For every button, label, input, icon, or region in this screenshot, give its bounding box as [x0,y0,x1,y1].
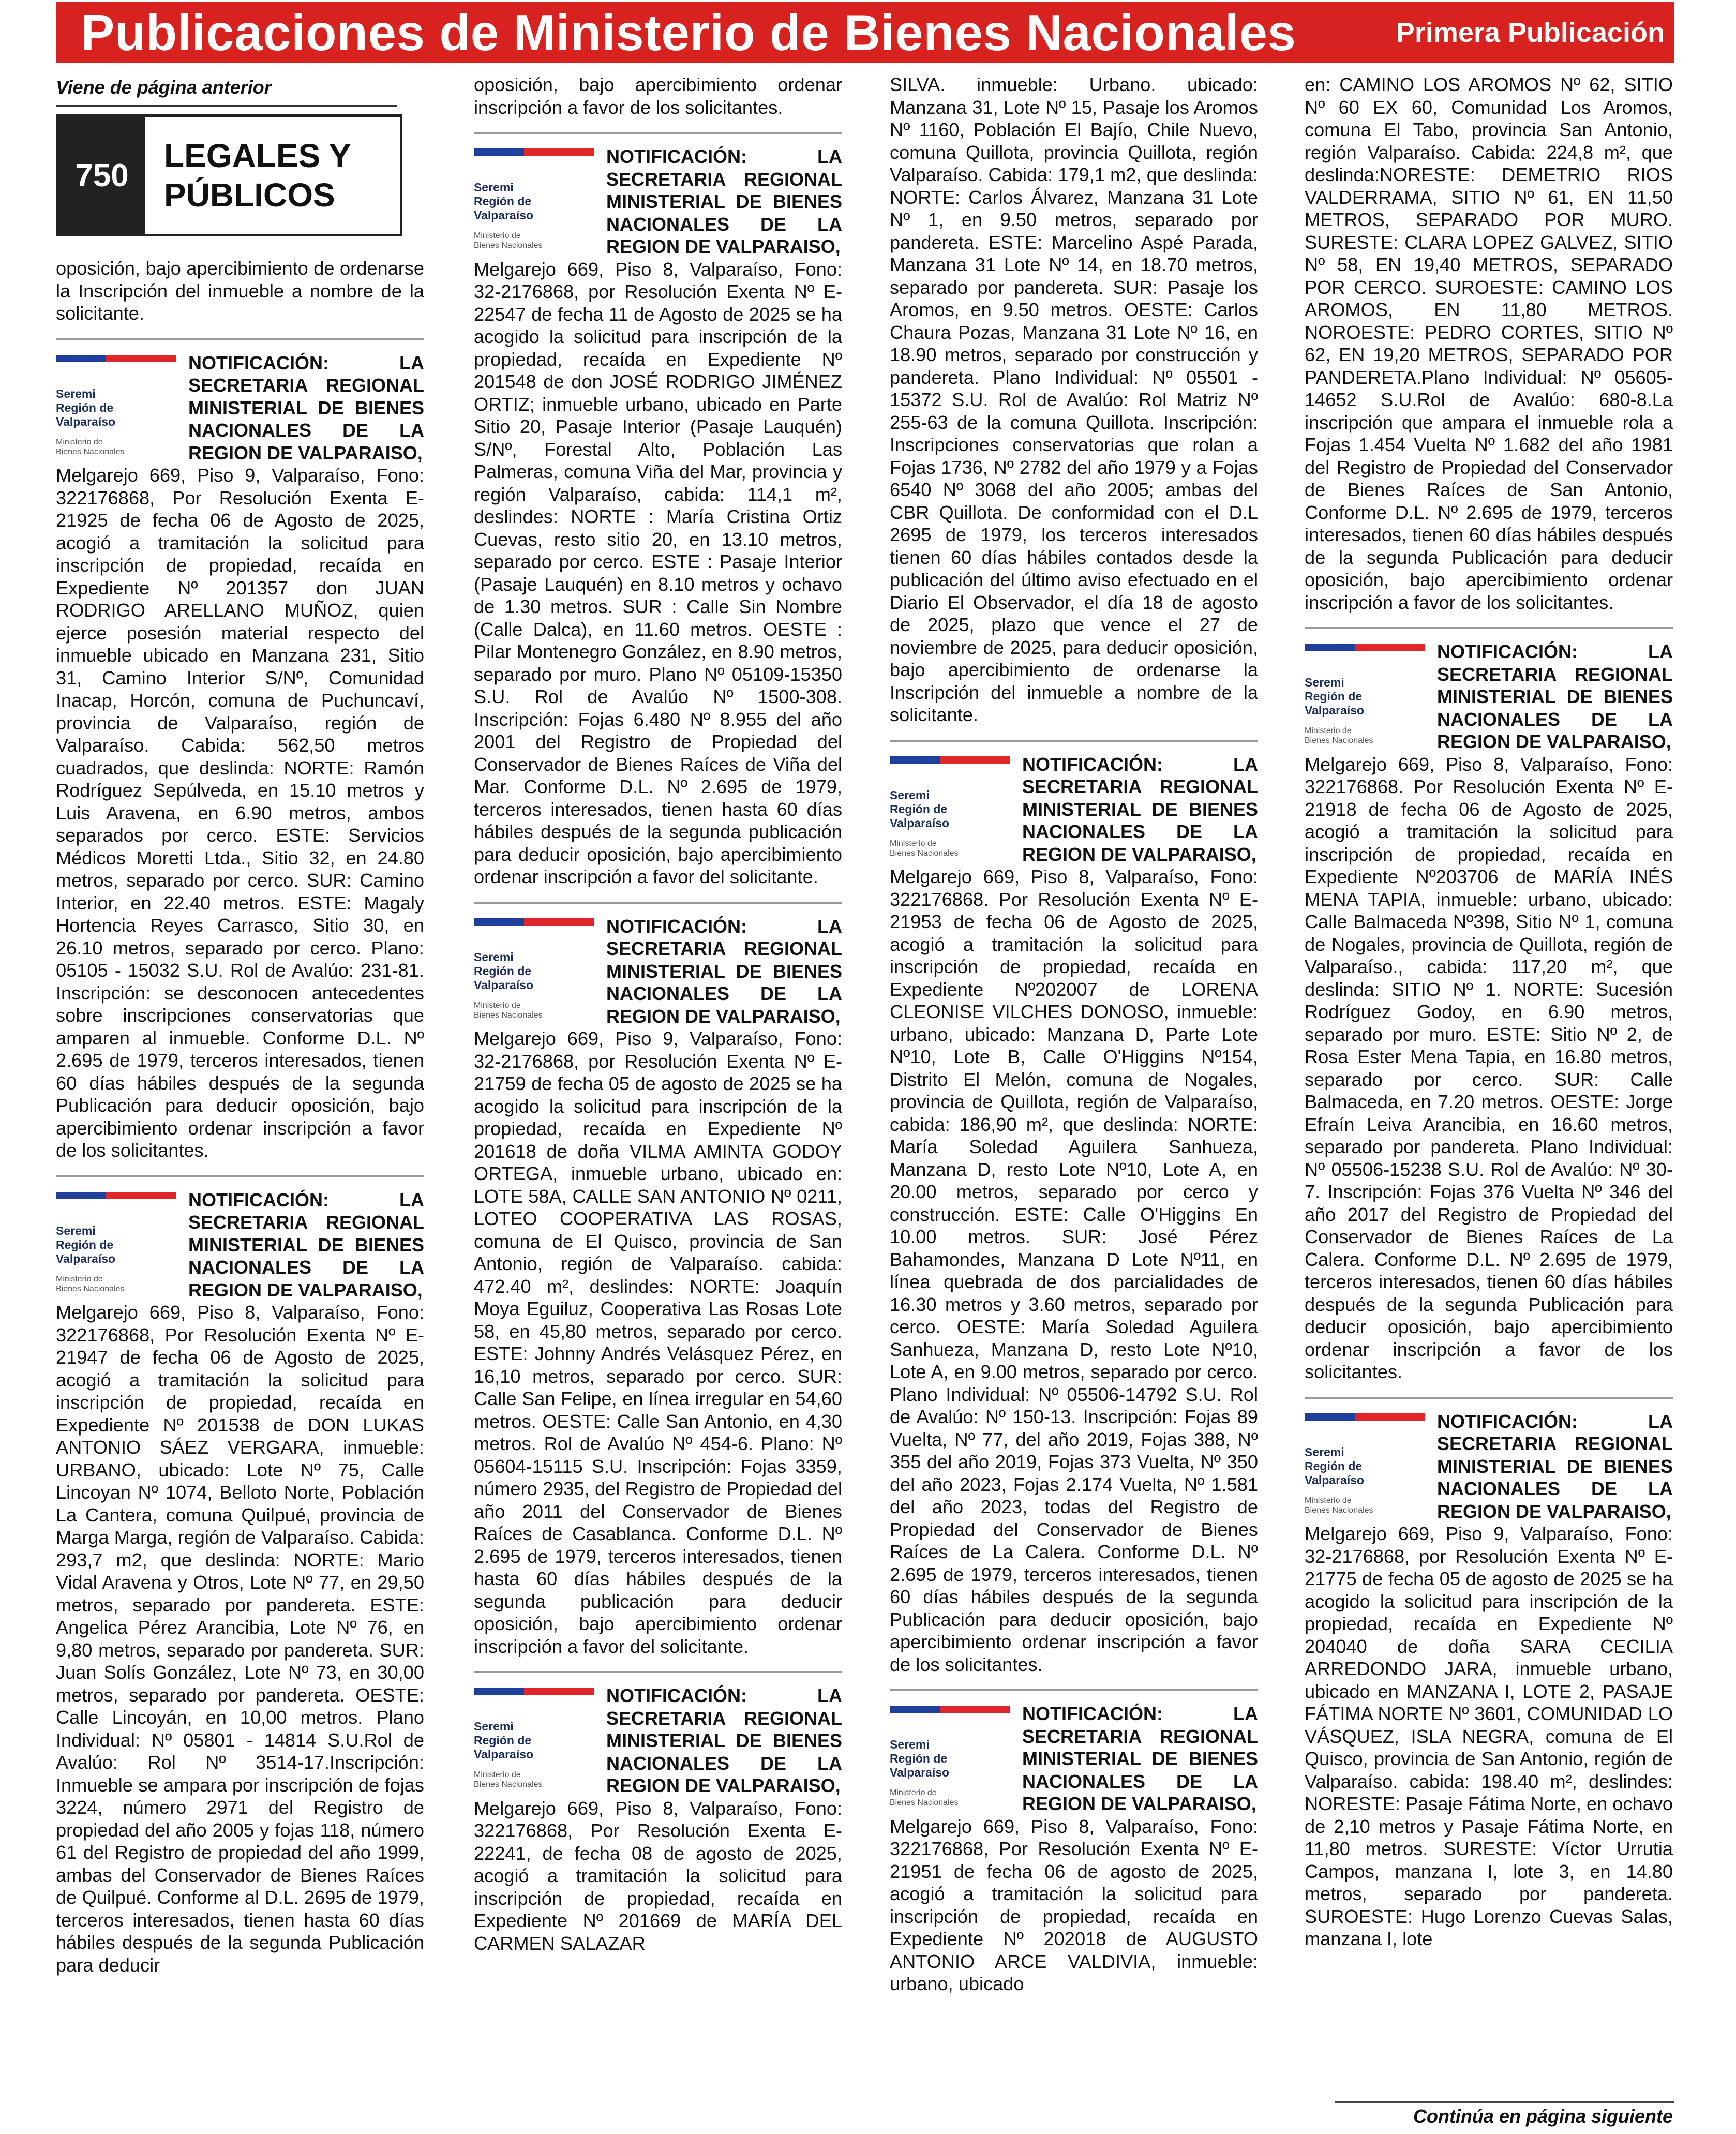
divider [474,1671,842,1673]
notice-title: NOTIFICACIÓN: LA SECRETARIA REGIONAL MINISTERIAL DE BIENES NACIONALES DE LA REGION DE VALPARAISO, [188,1189,424,1301]
notice-title: NOTIFICACIÓN: LA SECRETARIA REGIONAL MINISTERIAL DE BIENES NACIONALES DE LA REGION DE VALPARAISO, [1437,641,1673,752]
notice-title: NOTIFICACIÓN: LA SECRETARIA REGIONAL MINISTERIAL DE BIENES NACIONALES DE LA REGION DE VALPARAISO, [1022,753,1258,865]
divider [1305,1397,1673,1399]
notice [474,915,842,1658]
flag-bar-icon [474,918,594,926]
notice-title: NOTIFICACIÓN: LA SECRETARIA REGIONAL MINISTERIAL DE BIENES NACIONALES DE LA REGION DE VALPARAISO, [606,146,842,257]
continued-text: oposición, bajo apercibimiento ordenar inscripción a favor de los solicitantes. [474,74,842,118]
seremi-logo: Seremi Región de Valparaíso Ministerio de Bienes Nacionales [1305,640,1437,753]
flag-bar-icon [474,1688,594,1695]
flag-bar-icon [56,1192,176,1199]
seremi-logo: Seremi Región de Valparaíso Ministerio de Bienes Nacionales [1305,1410,1437,1523]
notice-body: Melgarejo 669, Piso 9, Valparaíso, Fono: 32-2176868, por Resolución Exenta Nº E-21759 de fecha 05 de agosto de 2025 se ha acogido la solicitud para inscripción de la propiedad, recaída en Expediente Nº 201618 de doña VILMA AMINTA GODOY ORTEGA, inmueble urbano, ubicado en: LOTE 58A, CALLE SAN ANTONIO Nº 0211, LOTEO COOPERATIVA LAS ROSAS, comuna de El Quisco, provincia de San Antonio, región de Valparaíso. cabida: 472.40 m², deslindes: NORTE: Joaquín Moya Eguiluz, Cooperativa Las Rosas Lote 58, en 45,80 metros, separado por cerco. ESTE: Johnny Andrés Velásquez Pérez, en 16,10 metros, separado por cerco. SUR: Calle San Felipe, en línea irregular en 54,60 metros. OESTE: Calle San Antonio, en 4,30 metros. Rol de Avalúo Nº 454-6. Plano: Nº 05604-15115 S.U. Inscripción: Fojas 3359, número 2935, del Registro de Propiedad del año 2011 del Conservador de Bienes Raíces de Casablanca. Conforme D.L. Nº 2.695 de 1979, terceros interesados, tienen hasta 60 días hábiles después de la segunda publicación para deducir oposición, bajo apercibimiento ordenar inscripción a favor del solicitante. [474,1028,842,1657]
publication-label: Primera Publicación [1396,17,1665,48]
page-title: Publicaciones de Ministerio de Bienes Nacionales [81,4,1296,61]
flag-bar-icon [890,1706,1010,1713]
notice-title: NOTIFICACIÓN: LA SECRETARIA REGIONAL MINISTERIAL DE BIENES NACIONALES DE LA REGION DE VALPARAISO, [1437,1410,1673,1522]
divider [890,1689,1258,1691]
notice-title: NOTIFICACIÓN: LA SECRETARIA REGIONAL MINISTERIAL DE BIENES NACIONALES DE LA REGION DE VALPARAISO, [1022,1703,1258,1814]
continued-divider [1335,2101,1674,2103]
column-4 [1305,73,1673,2112]
section-number: 750 [58,117,145,234]
notice [1305,1410,1673,1950]
seremi-logo: Seremi Región de Valparaíso Ministerio de Bienes Nacionales [474,145,606,258]
divider [56,1175,424,1177]
column-2 [474,73,842,2112]
notice [474,1684,842,1954]
divider [56,105,397,107]
notice [890,753,1258,1676]
notice-body: Melgarejo 669, Piso 8, Valparaíso, Fono: 322176868, Por Resolución Exenta Nº E-21951 de fecha 06 de agosto de 2025, acogió a tramitación la solicitud para inscripción de propiedad, recaída en Expediente Nº 202018 de AUGUSTO ANTONIO ARCE VALDIVIA, inmueble: urbano, ubicado [890,1815,1258,1994]
column-1 [56,73,424,2112]
divider [890,740,1258,742]
notice [56,352,424,1162]
notice-title: NOTIFICACIÓN: LA SECRETARIA REGIONAL MINISTERIAL DE BIENES NACIONALES DE LA REGION DE VALPARAISO, [606,1685,842,1796]
continued-text: en: CAMINO LOS AROMOS Nº 62, SITIO Nº 60 EX 60, Comunidad Los Aromos, comuna El Tabo, provincia San Antonio, región Valparaíso. Cabida: 224,8 m², que deslinda:NORESTE: DEMETRIO RIOS VALDERRAMA, SITIO Nº 61, EN 11,50 METROS, SEPARADO POR MURO. SURESTE: CLARA LOPEZ GALVEZ, SITIO Nº 58, EN 19,40 METROS, SEPARADO POR CERCO. SUROESTE: CAMINO LOS AROMOS, EN 11,80 METROS. NOROESTE: PEDRO CORTES, SITIO Nº 62, EN 19,20 METROS, SEPARADO POR PANDERETA.Plano Individual: Nº 05605-14652 S.U.Rol de Avalúo: 680-8.La inscripción que ampara el inmueble rola a Fojas 1.454 Vuelta Nº 1.682 del año 1981 del Registro de Propiedad del Conservador de Bienes Raíces de San Antonio, Conforme D.L. Nº 2.695 de 1979, terceros interesados, tienen 60 días hábiles después de la segunda Publicación para deducir oposición, bajo apercibimiento ordenar inscripción a favor de los solicitantes. [1305,74,1673,613]
divider [474,902,842,904]
divider [56,338,424,340]
column-3 [890,73,1258,2112]
notice-body: Melgarejo 669, Piso 9, Valparaíso, Fono: 322176868, Por Resolución Exenta E-21925 de fecha 06 de Agosto de 2025, acogió a tramitación la solicitud para inscripción de propiedad, recaída en Expediente Nº 201357 don JUAN RODRIGO ARELLANO MUÑOZ, quien ejerce posesión material respecto del inmueble ubicado en Manzana 231, Sitio 31, Camino Interior S/Nº, Comunidad Inacap, Horcón, comuna de Puchuncaví, provincia de Valparaíso, región de Valparaíso. Cabida: 562,50 metros cuadrados, que deslinda: NORTE: Ramón Rodríguez Sepúlveda, en 15.10 metros y Luis Aravena, en 6.90 metros, ambos separados por cerco. ESTE: Servicios Médicos Moretti Ltda., Sitio 32, en 24.80 metros, separado por cerco. SUR: Camino Interior, en 22.40 metros. ESTE: Magaly Hortencia Reyes Carrasco, Sitio 30, en 26.10 metros, separado por cerco. Plano: 05105 - 15032 S.U. Rol de Avalúo: 231-81. Inscripción: se desconocen antecedentes sobre inscripciones conservatorias que amparen al inmueble. Conforme D.L. Nº 2.695 de 1979, terceros interesados, tienen 60 días hábiles después de la segunda Publicación para deducir oposición, bajo apercibimiento ordenar inscripción a favor de los solicitantes. [56,465,424,1161]
flag-bar-icon [1305,1413,1425,1421]
continued-to-label: Continúa en página siguiente [1413,2106,1673,2127]
seremi-logo: Seremi Región de Valparaíso Ministerio de Bienes Nacionales [890,753,1022,866]
notice-title: NOTIFICACIÓN: LA SECRETARIA REGIONAL MINISTERIAL DE BIENES NACIONALES DE LA REGION DE VALPARAISO, [188,352,424,464]
flag-bar-icon [56,355,176,362]
seremi-logo: Seremi Región de Valparaíso Ministerio de Bienes Nacionales [56,352,188,465]
notice-body: Melgarejo 669, Piso 8, Valparaíso, Fono: 322176868, Por Resolución Exenta Nº E-21947 de fecha 06 de Agosto de 2025, acogió a tramitación la solicitud para inscripción de propiedad, recaída en Expediente Nº 201538 de DON LUKAS ANTONIO SÁEZ VERGARA, inmueble: URBANO, ubicado: Lote Nº 75, Calle Lincoyan Nº 1074, Belloto Norte, Población La Cantera, comuna Quilpué, provincia de Marga Marga, región de Valparaíso. Cabida: 293,7 m2, que deslinda: NORTE: Mario Vidal Aravena y Otros, Lote Nº 77, en 29,50 metros, separado por pandereta. ESTE: Angelica Pérez Arancibia, Lote Nº 76, en 9,80 metros, separado por pandereta. SUR: Juan Solís González, Lote Nº 73, en 30,00 metros, separado por pandereta. OESTE: Calle Lincoyán, en 10,00 metros. Plano Individual: Nº 05801 - 14814 S.U.Rol de Avalúo: Rol Nº 3514-17.Inscripción: Inmueble se ampara por inscripción de fojas 3224, número 2971 del Registro de propiedad del año 2005 y fojas 118, número 61 del Registro de propiedad del año 1999, ambas del Conservador de Bienes Raíces de Quilpué. Conforme al D.L. 2695 de 1979, terceros interesados, tienen hasta 60 días hábiles después de la segunda Publicación para deducir [56,1302,424,1976]
flag-bar-icon [474,148,594,156]
seremi-logo: Seremi Región de Valparaíso Ministerio de Bienes Nacionales [474,1684,606,1797]
notice-body: Melgarejo 669, Piso 8, Valparaíso, Fono: 322176868, Por Resolución Exenta E-22241, de fecha 08 de agosto de 2025, acogió a tramitación la solicitud para inscripción de propiedad, recaída en Expediente Nº 201669 de MARÍA DEL CARMEN SALAZAR [474,1797,842,1954]
section-box [56,114,402,236]
divider [474,132,842,134]
section-title: LEGALES Y PÚBLICOS [164,137,351,214]
notice-body: Melgarejo 669, Piso 8, Valparaíso, Fono: 32-2176868, por Resolución Exenta Nº E-22547 de fecha 11 de Agosto de 2025 se ha acogido la solicitud para inscripción de la propiedad, recaída en Expediente Nº 201548 de don JOSÉ RODRIGO JIMÉNEZ ORTIZ; inmueble urbano, ubicado en Parte Sitio 20, Pasaje Interior (Pasaje Lauquén) S/Nº, Forestal Alto, Población Las Palmeras, comuna Viña del Mar, provincia y región Valparaíso, cabida: 114,1 m², deslindes: NORTE : María Cristina Ortiz Cuevas, resto sitio 20, en 13.10 metros, separado por cerco. ESTE : Pasaje Interior (Pasaje Lauquén) en 8.10 metros y ochavo de 1.30 metros. SUR : Calle Sin Nombre (Calle Dalca), en 11.60 metros. OESTE : Pilar Montenegro González, en 8.90 metros, separado por muro. Plano Nº 05109-15350 S.U. Rol de Avalúo Nº 1500-308. Inscripción: Fojas 6.480 Nº 8.955 del año 2001 del Registro de Propiedad del Conservador de Bienes Raíces de Viña del Mar. Conforme D.L. Nº 2.695 de 1979, terceros interesados, tienen hasta 60 días hábiles después de la segunda publicación para deducir oposición, bajo apercibimiento ordenar inscripción a favor del solicitante. [474,258,842,887]
continued-text: SILVA. inmueble: Urbano. ubicado: Manzana 31, Lote Nº 15, Pasaje los Aromos Nº 1160, Población El Bajío, Chile Nuevo, comuna Quillota, provincia Quillota, región Valparaíso. Cabida: 179,1 m2, que deslinda: NORTE: Carlos Álvarez, Manzana 31 Lote Nº 1, en 9.50 metros, separado por pandereta. ESTE: Marcelino Aspé Parada, Manzana 31 Lote Nº 14, en 18.70 metros, separado por pandereta. SUR: Pasaje los Aromos, en 9.50 metros. OESTE: Carlos Chaura Pozas, Manzana 31 Lote Nº 16, en 18.90 metros, separado por construcción y pandereta. Plano Individual: Nº 05501 - 15372 S.U. Rol de Avalúo: Rol Matriz Nº 255-63 de la comuna Quillota. Inscripción: Inscripciones conservatorias que rolan a Fojas 1736, Nº 2782 del año 1979 y a Fojas 6540 Nº 3068 del año 2005; ambas del CBR Quillota. De conformidad con el D.L 2695 de 1979, los terceros interesados tienen 60 días hábiles contados desde la publicación del último aviso efectuado en el Diario El Observador, el día 18 de agosto de 2025, plazo que vence el 27 de noviembre de 2025, para deducir oposición, bajo apercibimiento de ordenarse la Inscripción del inmueble a nombre de la solicitante. [890,74,1258,725]
seremi-logo: Seremi Región de Valparaíso Ministerio de Bienes Nacionales [56,1189,188,1302]
divider [1305,627,1673,629]
flag-bar-icon [890,756,1010,764]
notice-title: NOTIFICACIÓN: LA SECRETARIA REGIONAL MINISTERIAL DE BIENES NACIONALES DE LA REGION DE VALPARAISO, [606,915,842,1027]
notice [474,145,842,888]
notice-body: Melgarejo 669, Piso 9, Valparaíso, Fono: 32-2176868, por Resolución Exenta Nº E-21775 de fecha 05 de agosto de 2025 se ha acogido la solicitud para inscripción de la propiedad, recaída en Expediente Nº 204040 de doña SARA CECILIA ARREDONDO JARA, inmueble urbano, ubicado en MANZANA I, LOTE 2, PASAJE FÁTIMA NORTE Nº 3601, COMUNIDAD LO VÁSQUEZ, ISLA NEGRA, comuna de El Quisco, provincia de San Antonio, región de Valparaíso. cabida: 198.40 m², deslindes: NORESTE: Pasaje Fátima Norte, en ochavo de 2,10 metros y Pasaje Fátima Norte, en 11,80 metros. SURESTE: Víctor Urrutia Campos, manzana I, lote 3, en 14.80 metros, separado por pandereta. SUROESTE: Hugo Lorenzo Cuevas Salas, manzana I, lote [1305,1523,1673,1949]
notice-body: Melgarejo 669, Piso 8, Valparaíso, Fono: 322176868. Por Resolución Exenta Nº E-21953 de fecha 06 de Agosto de 2025, acogió a tramitación la solicitud para inscripción de propiedad, recaída en Expediente Nº202007 de LORENA CLEONISE VILCHES DONOSO, inmueble: urbano, ubicado: Manzana D, Parte Lote Nº10, Lote B, Calle O'Higgins Nº154, Distrito El Melón, comuna de Nogales, provincia de Quillota, región de Valparaíso, cabida: 186,90 m², que deslinda: NORTE: María Soledad Aguilera Sanhueza, Manzana D, resto Lote Nº10, Lote A, en 20.00 metros, separado por cerco y construcción. ESTE: Calle O'Higgins En 10.00 metros. SUR: José Pérez Bahamondes, Manzana D Lote Nº11, en línea quebrada de dos parcialidades de 16.30 metros y 3.60 metros, separado por cerco. OESTE: María Soledad Aguilera Sanhueza, Manzana D, resto Lote Nº10, Lote A, en 9.00 metros, separado por cerco. Plano Individual: Nº 05506-14792 S.U. Rol de Avalúo: Nº 150-13. Inscripción: Fojas 89 Vuelta, Nº 77, del año 2019, Fojas 388, Nº 355 del año 2019, Fojas 373 Vuelta, Nº 350 del año 2023, Fojas 2.174 Vuelta, Nº 1.581 del año 2023, todas del Registro de Propiedad del Conservador de Bienes Raíces de La Calera. Conforme D.L. Nº 2.695 de 1979, terceros interesados, tienen 60 días hábiles después de la segunda Publicación para deducir oposición, bajo apercibimiento ordenar inscripción a favor de los solicitantes. [890,866,1258,1675]
header-banner [56,2,1674,63]
notice [56,1189,424,1977]
notice-body: Melgarejo 669, Piso 8, Valparaíso, Fono: 322176868. Por Resolución Exenta Nº E-21918 de fecha 06 de Agosto de 2025, acogió a tramitación la solicitud para inscripción de propiedad, recaída en Expediente Nº203706 de MARÍA INÉS MENA TAPIA, inmueble: urbano, ubicado: Calle Balmaceda Nº398, Sitio Nº 1, comuna de Nogales, provincia de Quillota, región de Valparaíso., cabida: 117,20 m², que deslinda: SITIO Nº 1. NORTE: Sucesión Rodríguez Godoy, en 6.90 metros, separado por muro. ESTE: Sitio Nº 2, de Rosa Ester Mena Tapia, en 16.80 metros, separado por cerco. SUR: Calle Balmaceda, en 7.20 metros. OESTE: Jorge Efraín Leiva Arancibia, en 16.60 metros, separado por pandereta. Plano Individual: Nº 05506-15238 S.U. Rol de Avalúo: Nº 30-7. Inscripción: Fojas 376 Vuelta Nº 346 del año 2017 del Registro de Propiedad del Conservador de Bienes Raíces de La Calera. Conforme D.L. Nº 2.695 de 1979, terceros interesados, tienen 60 días hábiles después de la segunda Publicación para deducir oposición, bajo apercibimiento ordenar inscripción a favor de los solicitantes. [1305,753,1673,1382]
notice [890,1703,1258,1995]
seremi-logo: Seremi Región de Valparaíso Ministerio de Bienes Nacionales [890,1703,1022,1815]
continued-text: oposición, bajo apercibimiento de ordenarse la Inscripción del inmueble a nombre de la solicitante. [56,258,424,324]
seremi-logo: Seremi Región de Valparaíso Ministerio de Bienes Nacionales [474,915,606,1028]
flag-bar-icon [1305,644,1425,651]
notice [1305,640,1673,1383]
continued-from-label: Viene de página anterior [56,77,272,98]
